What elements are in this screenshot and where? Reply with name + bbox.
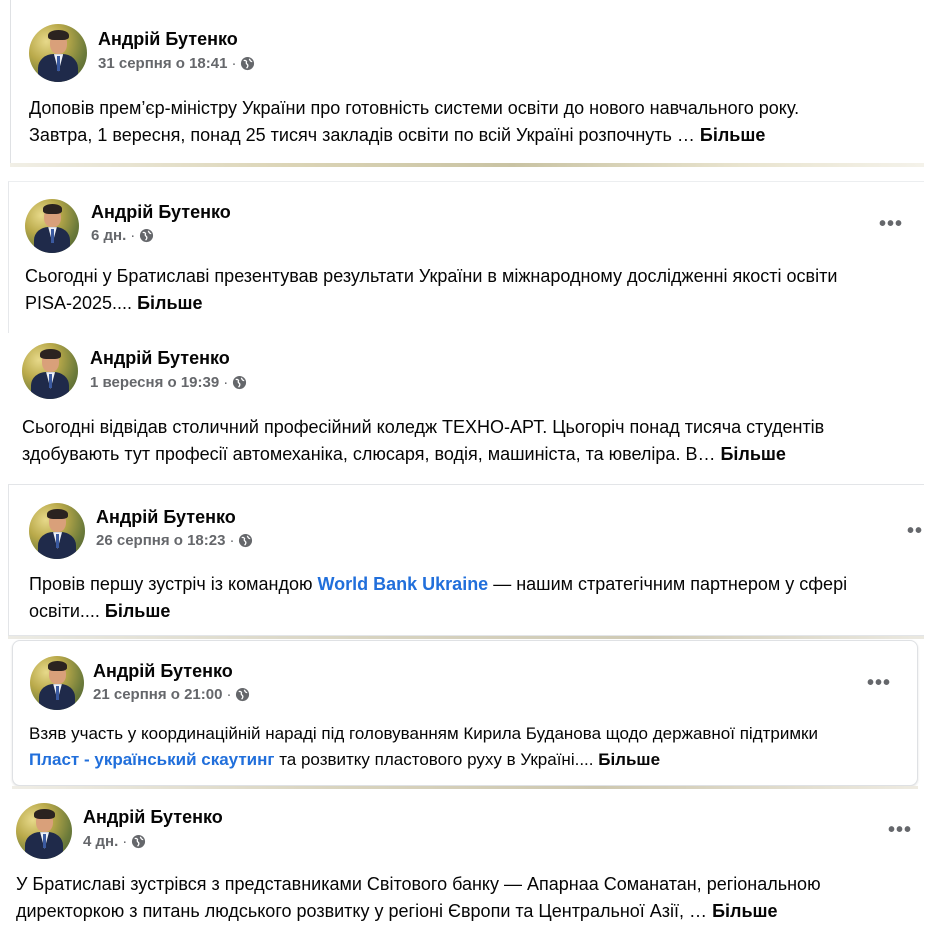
post-text-line: Сьогодні у Братиславі презентував результати України в міжнародному дослідженні якості освіти <box>25 266 838 286</box>
post-text-line: директоркою з питань людського розвитку у регіоні Європи та Центральної Азії, … <box>16 901 708 921</box>
more-options-icon[interactable]: ••• <box>867 672 892 694</box>
author-name[interactable]: Андрій Бутенко <box>98 29 238 49</box>
author-name[interactable]: Андрій Бутенко <box>83 807 223 827</box>
post-meta <box>90 374 247 391</box>
post-text-line: Сьогодні відвідав столичний професійний коледж ТЕХНО-АРТ. Цьогоріч понад тисяча студентів <box>22 417 825 437</box>
post-meta <box>83 833 146 850</box>
author-avatar[interactable] <box>22 343 78 399</box>
globe-icon[interactable] <box>139 228 154 243</box>
author-avatar[interactable] <box>29 503 85 559</box>
post-text-line: Завтра, 1 вересня, понад 25 тисяч закладів освіти по всій Україні розпочнуть … <box>29 125 695 145</box>
post-text <box>29 95 799 149</box>
author-avatar[interactable] <box>25 199 79 253</box>
more-options-icon[interactable]: ••• <box>879 213 904 235</box>
meta-separator: · <box>122 833 128 850</box>
post-date[interactable]: 4 дн. <box>83 833 119 850</box>
post-text-line: Доповів прем’єр-міністру України про готовність системи освіти до нового навчального року. <box>29 98 800 118</box>
author-name[interactable]: Андрій Бутенко <box>96 507 236 527</box>
author-name[interactable]: Андрій Бутенко <box>93 661 233 681</box>
post-text-line: освіти.... <box>29 601 100 621</box>
globe-icon[interactable] <box>238 533 253 548</box>
see-more-link[interactable]: Більше <box>598 750 661 769</box>
author-name[interactable]: Андрій Бутенко <box>90 348 230 368</box>
author-name[interactable]: Андрій Бутенко <box>91 202 231 222</box>
post-text <box>29 571 847 625</box>
page-mention-link[interactable]: World Bank Ukraine <box>317 574 489 594</box>
attachment-preview-edge <box>10 163 924 167</box>
page-mention-link[interactable]: Пласт - український скаутинг <box>29 750 275 769</box>
see-more-link[interactable]: Більше <box>104 601 171 621</box>
attachment-preview-edge <box>12 786 918 789</box>
post-card <box>8 333 938 473</box>
globe-icon[interactable] <box>235 687 250 702</box>
post-card <box>8 484 924 636</box>
author-avatar[interactable] <box>16 803 72 859</box>
meta-separator: · <box>229 532 235 549</box>
post-text-line: здобувають тут професії автомеханіка, слюсаря, водія, машиніста, та ювеліра. В… <box>22 444 716 464</box>
see-more-link[interactable]: Більше <box>137 293 203 313</box>
author-avatar[interactable] <box>30 656 84 710</box>
globe-icon[interactable] <box>131 834 146 849</box>
see-more-link[interactable]: Більше <box>712 901 778 921</box>
attachment-preview-edge <box>8 636 924 639</box>
post-text-line: У Братиславі зустрівся з представниками Світового банку — Апарнаа Соманатан, регіональною <box>16 874 821 894</box>
post-text-line: Взяв участь у координаційній нараді під головуванням Кирила Буданова щодо державної підтримки <box>29 724 818 743</box>
post-text-line: PISA-2025.... <box>25 293 133 313</box>
post-text-segment: Провів першу зустріч із командою <box>29 574 313 594</box>
post-card <box>0 793 940 949</box>
post-date[interactable]: 21 серпня о 21:00 <box>93 686 223 703</box>
more-options-icon[interactable]: ••• <box>888 819 913 841</box>
post-text <box>22 414 824 468</box>
post-card <box>8 181 924 333</box>
post-meta <box>96 532 253 549</box>
meta-separator: · <box>223 374 229 391</box>
post-meta <box>91 227 154 244</box>
see-more-link[interactable]: Більше <box>699 125 766 145</box>
post-date[interactable]: 1 вересня о 19:39 <box>90 374 220 391</box>
meta-separator: · <box>226 686 232 703</box>
meta-separator: · <box>130 227 136 244</box>
post-text <box>16 871 821 925</box>
post-card <box>12 640 918 786</box>
post-text-segment: — нашим стратегічним партнером у сфері <box>493 574 848 594</box>
globe-icon[interactable] <box>232 375 247 390</box>
post-text-segment: та розвитку пластового руху в Україні.... <box>279 750 594 769</box>
more-options-icon[interactable]: •• <box>907 520 924 542</box>
see-more-link[interactable]: Більше <box>720 444 786 464</box>
meta-separator: · <box>231 55 237 72</box>
post-meta <box>93 686 250 703</box>
post-text <box>25 263 837 317</box>
post-text <box>29 721 818 773</box>
author-avatar[interactable] <box>29 24 87 82</box>
globe-icon[interactable] <box>240 56 255 71</box>
post-date[interactable]: 31 серпня о 18:41 <box>98 55 228 72</box>
post-card <box>10 0 924 163</box>
post-date[interactable]: 6 дн. <box>91 227 127 244</box>
post-date[interactable]: 26 серпня о 18:23 <box>96 532 226 549</box>
post-meta <box>98 55 255 72</box>
